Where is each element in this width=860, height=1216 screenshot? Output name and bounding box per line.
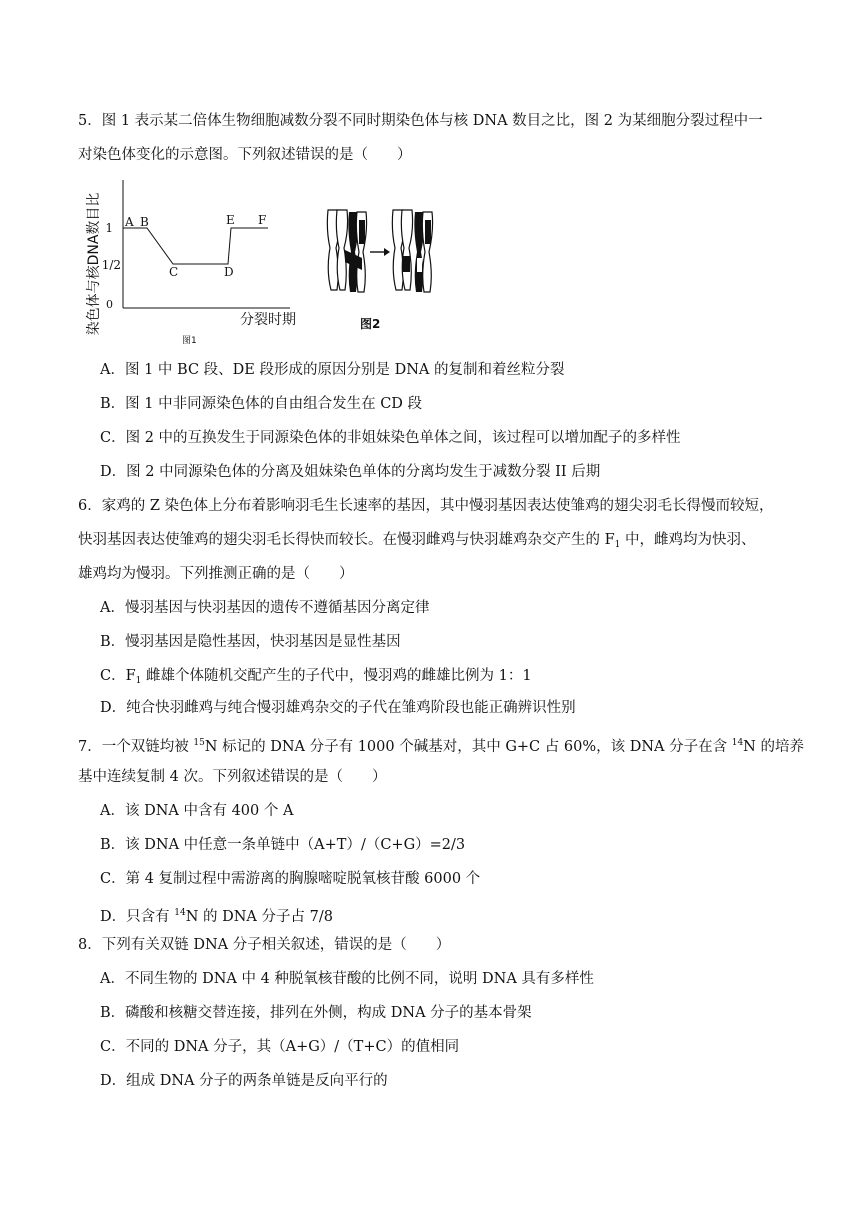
q8-stem: 8．下列有关双链 DNA 分子相关叙述，错误的是（ ） bbox=[78, 937, 451, 953]
arrow-icon bbox=[370, 248, 390, 256]
figure-1-curve bbox=[123, 228, 268, 264]
figure-1-origin: 0 bbox=[106, 298, 113, 311]
figure-1-caption: 图1 bbox=[182, 336, 197, 346]
figure-1-chart bbox=[78, 172, 318, 352]
q7-stem-line1 bbox=[78, 733, 804, 757]
q7-stem-c: N 的培养 bbox=[743, 739, 804, 755]
figure-1-label-D: D bbox=[224, 265, 234, 279]
q7-sup-15: 15 bbox=[193, 738, 205, 748]
q5-option-b: B．图 1 中非同源染色体的自由组合发生在 CD 段 bbox=[100, 396, 423, 412]
figure-1-xlabel: 分裂时期 bbox=[240, 312, 296, 328]
q6-stem-line2 bbox=[78, 530, 756, 555]
q6-stem-line1: 6．家鸡的 Z 染色体上分布着影响羽毛生长速率的基因，其中慢羽基因表达使雏鸡的翅尖羽毛长得慢而较短， bbox=[78, 498, 774, 514]
q7-sup-14: 14 bbox=[731, 738, 744, 748]
q5-option-c: C．图 2 中的互换发生于同源染色体的非姐妹染色单体之间，该过程可以增加配子的多样性 bbox=[100, 430, 681, 446]
q6-option-c bbox=[100, 666, 532, 691]
chromosome-pair-after bbox=[392, 210, 432, 292]
q6-option-b: B．慢羽基因是隐性基因，快羽基因是显性基因 bbox=[100, 634, 401, 650]
chromosome-pair-before bbox=[327, 210, 366, 292]
figure-1-ylabel: 染色体与核DNA数目比 bbox=[86, 192, 102, 336]
q7-option-d-b: N 的 DNA 分子占 7/8 bbox=[185, 909, 333, 925]
q7-option-d-sup: 14 bbox=[174, 908, 186, 918]
figure-2-diagram bbox=[318, 200, 448, 340]
q7-option-b: B．该 DNA 中任意一条单链中（A+T）/（C+G）=2/3 bbox=[100, 837, 466, 853]
figure-1-label-C: C bbox=[169, 265, 179, 279]
q6-stem-line2-b: 中，雌鸡均为快羽、 bbox=[620, 532, 756, 548]
q5-stem-line1: 5．图 1 表示某二倍体生物细胞减数分裂不同时期染色体与核 DNA 数目之比，图 2 为某细胞分裂过程中一 bbox=[78, 113, 763, 129]
figure-1-label-A: A bbox=[125, 215, 134, 229]
q8-option-d: D．组成 DNA 分子的两条单链是反向平行的 bbox=[100, 1073, 388, 1089]
figure-2-caption: 图2 bbox=[360, 317, 381, 331]
q7-stem-b: N 标记的 DNA 分子有 1000 个碱基对，其中 G+C 占 60%，该 DNA 分子在含 bbox=[204, 739, 732, 755]
q7-option-d-a: D．只含有 bbox=[100, 909, 175, 925]
q5-option-d: D．图 2 中同源染色体的分离及姐妹染色单体的分离均发生于减数分裂 II 后期 bbox=[100, 464, 601, 480]
q7-stem-a: 7．一个双链均被 bbox=[78, 739, 194, 755]
q7-stem-line2: 基中连续复制 4 次。下列叙述错误的是（ ） bbox=[78, 769, 387, 785]
q5-stem-line2: 对染色体变化的示意图。下列叙述错误的是（ ） bbox=[78, 147, 412, 163]
q7-option-a: A．该 DNA 中含有 400 个 A bbox=[100, 803, 294, 819]
figure-1-label-E: E bbox=[226, 213, 235, 227]
q7-option-c: C．第 4 复制过程中需游离的胸腺嘧啶脱氧核苷酸 6000 个 bbox=[100, 871, 481, 887]
q5-option-a: A．图 1 中 BC 段、DE 段形成的原因分别是 DNA 的复制和着丝粒分裂 bbox=[100, 362, 565, 378]
q6-stem-line2-a: 快羽基因表达使雏鸡的翅尖羽毛长得快而较长。在慢羽雌鸡与快羽雄鸡杂交产生的 F bbox=[78, 532, 615, 548]
q6-option-c-b: 雌雄个体随机交配产生的子代中，慢羽鸡的雌雄比例为 1：1 bbox=[141, 668, 532, 684]
figure-1-ytick-1: 1 bbox=[105, 221, 113, 235]
q6-option-c-subscript: 1 bbox=[135, 676, 142, 686]
q6-option-a: A．慢羽基因与快羽基因的遗传不遵循基因分离定律 bbox=[100, 600, 430, 616]
q6-option-d: D．纯合快羽雌鸡与纯合慢羽雄鸡杂交的子代在雏鸡阶段也能正确辨识性别 bbox=[100, 700, 576, 716]
figure-1-label-B: B bbox=[140, 215, 149, 229]
q8-option-c: C．不同的 DNA 分子，其（A+G）/（T+C）的值相同 bbox=[100, 1039, 460, 1055]
q7-option-d bbox=[100, 903, 333, 927]
q8-option-a: A．不同生物的 DNA 中 4 种脱氧核苷酸的比例不同，说明 DNA 具有多样性 bbox=[100, 971, 594, 987]
q6-option-c-a: C．F bbox=[100, 668, 136, 684]
q6-stem-line3: 雄鸡均为慢羽。下列推测正确的是（ ） bbox=[78, 566, 354, 582]
q8-option-b: B．磷酸和核糖交替连接，排列在外侧，构成 DNA 分子的基本骨架 bbox=[100, 1005, 532, 1021]
q6-stem-subscript: 1 bbox=[614, 540, 621, 550]
figure-1-label-F: F bbox=[258, 213, 267, 227]
figure-1-ytick-half: 1/2 bbox=[101, 258, 121, 272]
